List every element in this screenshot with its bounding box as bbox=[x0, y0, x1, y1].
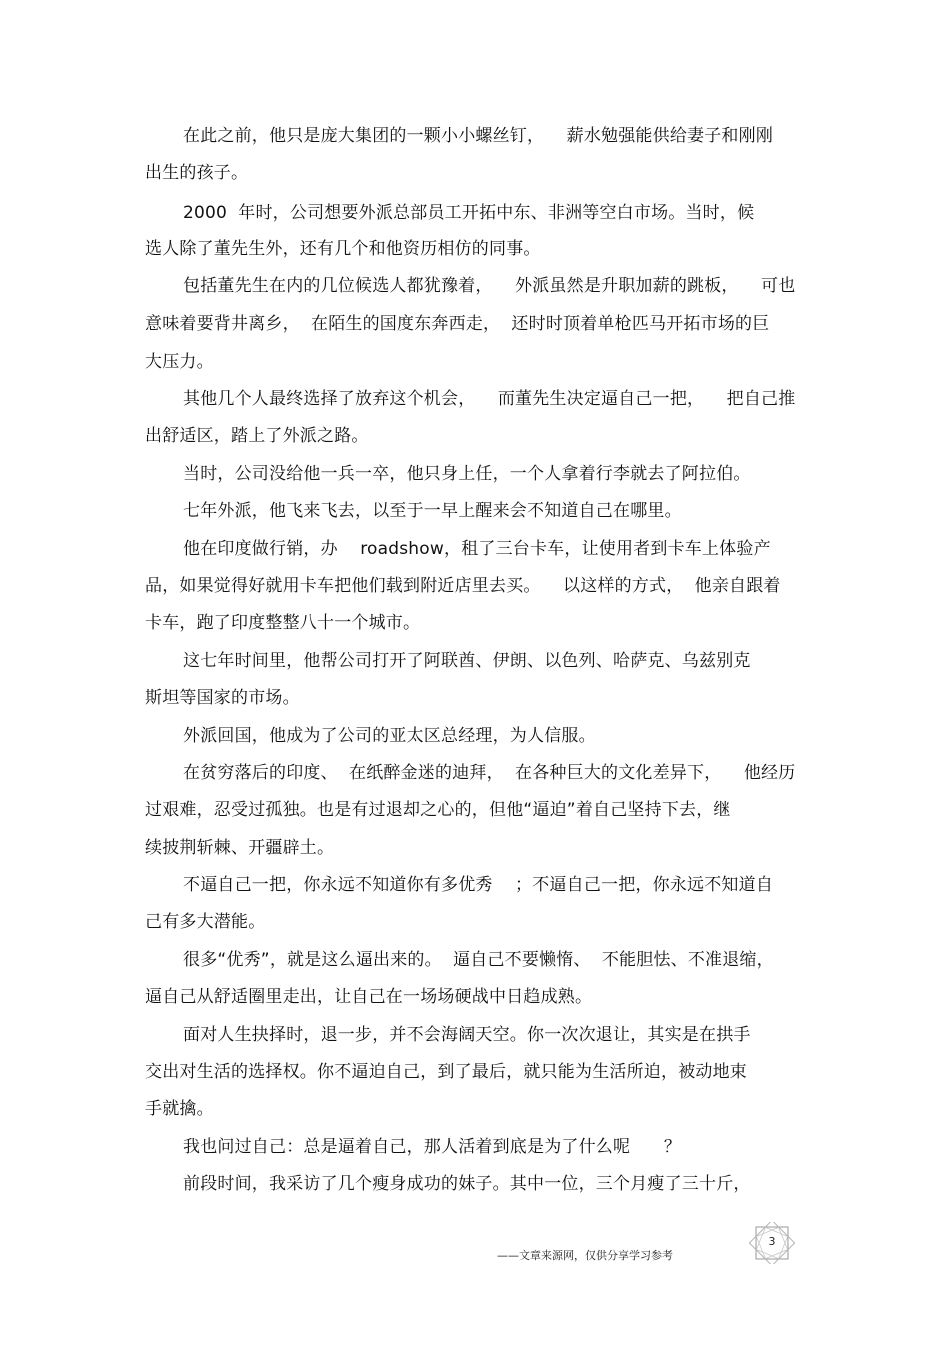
text-line: 手就擒。 bbox=[145, 1099, 214, 1119]
footer-source-note: ——文章来源网，仅供分享学习参考 bbox=[497, 1249, 673, 1262]
text-line: 其他几个人最终选择了放弃这个机会， 而董先生决定逼自己一把， 把自己推 bbox=[183, 389, 796, 409]
text-line: 包括董先生在内的几位候选人都犹豫着， 外派虽然是升职加薪的跳板， 可也 bbox=[183, 276, 796, 296]
text-line: 在贫穷落后的印度、 在纸醉金迷的迪拜， 在各种巨大的文化差异下， 他经历 bbox=[183, 763, 796, 783]
text-line: 大压力。 bbox=[145, 352, 214, 372]
text-line: 当时，公司没给他一兵一卒，他只身上任，一个人拿着行李就去了阿拉伯。 bbox=[183, 464, 751, 484]
text-line: 选人除了董先生外，还有几个和他资历相仿的同事。 bbox=[145, 239, 541, 259]
text-line: 外派回国，他成为了公司的亚太区总经理，为人信服。 bbox=[183, 726, 596, 746]
text-line: 他在印度做行销，办 roadshow，租了三台卡车，让使用者到卡车上体验产 bbox=[183, 539, 771, 559]
text-line: 续披荆斩棘、开疆辟土。 bbox=[145, 838, 335, 858]
page-number-badge bbox=[748, 1222, 796, 1264]
text-line: 2000 年时，公司想要外派总部员工开拓中东、非洲等空白市场。当时，候 bbox=[183, 203, 755, 223]
text-line: 品，如果觉得好就用卡车把他们载到附近店里去买。 以这样的方式， 他亲自跟着 bbox=[145, 576, 781, 596]
text-line: 很多“优秀”，就是这么逼出来的。 逼自己不要懒惰、 不能胆怯、不准退缩， bbox=[183, 950, 774, 970]
text-line: 己有多大潜能。 bbox=[145, 912, 266, 932]
text-line: 过艰难，忍受过孤独。也是有过退却之心的，但他“逼迫”着自己坚持下去，继 bbox=[145, 800, 731, 820]
page-number: 3 bbox=[768, 1235, 776, 1248]
text-line: 这七年时间里，他帮公司打开了阿联酋、伊朗、以色列、哈萨克、乌兹别克 bbox=[183, 651, 751, 671]
text-line: 不逼自己一把，你永远不知道你有多优秀 ；不逼自己一把，你永远不知道自 bbox=[183, 875, 774, 895]
text-line: 出生的孩子。 bbox=[145, 163, 249, 183]
text-line: 卡车，跑了印度整整八十一个城市。 bbox=[145, 613, 421, 633]
text-line: 面对人生抉择时，退一步，并不会海阔天空。你一次次退让，其实是在拱手 bbox=[183, 1025, 751, 1045]
text-line: 逼自己从舒适圈里走出，让自己在一场场硬战中日趋成熟。 bbox=[145, 987, 593, 1007]
text-line: 我也问过自己：总是逼着自己，那人活着到底是为了什么呢 ？ bbox=[183, 1137, 682, 1157]
text-line: 出舒适区，踏上了外派之路。 bbox=[145, 426, 369, 446]
text-line: 前段时间，我采访了几个瘦身成功的妹子。其中一位，三个月瘦了三十斤， bbox=[183, 1174, 751, 1194]
text-line: 斯坦等国家的市场。 bbox=[145, 688, 300, 708]
text-line: 七年外派，他飞来飞去，以至于一早上醒来会不知道自己在哪里。 bbox=[183, 501, 682, 521]
text-line: 交出对生活的选择权。你不逼迫自己，到了最后，就只能为生活所迫，被动地束 bbox=[145, 1062, 747, 1082]
text-line: 在此之前，他只是庞大集团的一颗小小螺丝钉， 薪水勉强能供给妻子和刚刚 bbox=[183, 126, 774, 146]
text-line: 意味着要背井离乡， 在陌生的国度东奔西走， 还时时顶着单枪匹马开拓市场的巨 bbox=[145, 314, 770, 334]
